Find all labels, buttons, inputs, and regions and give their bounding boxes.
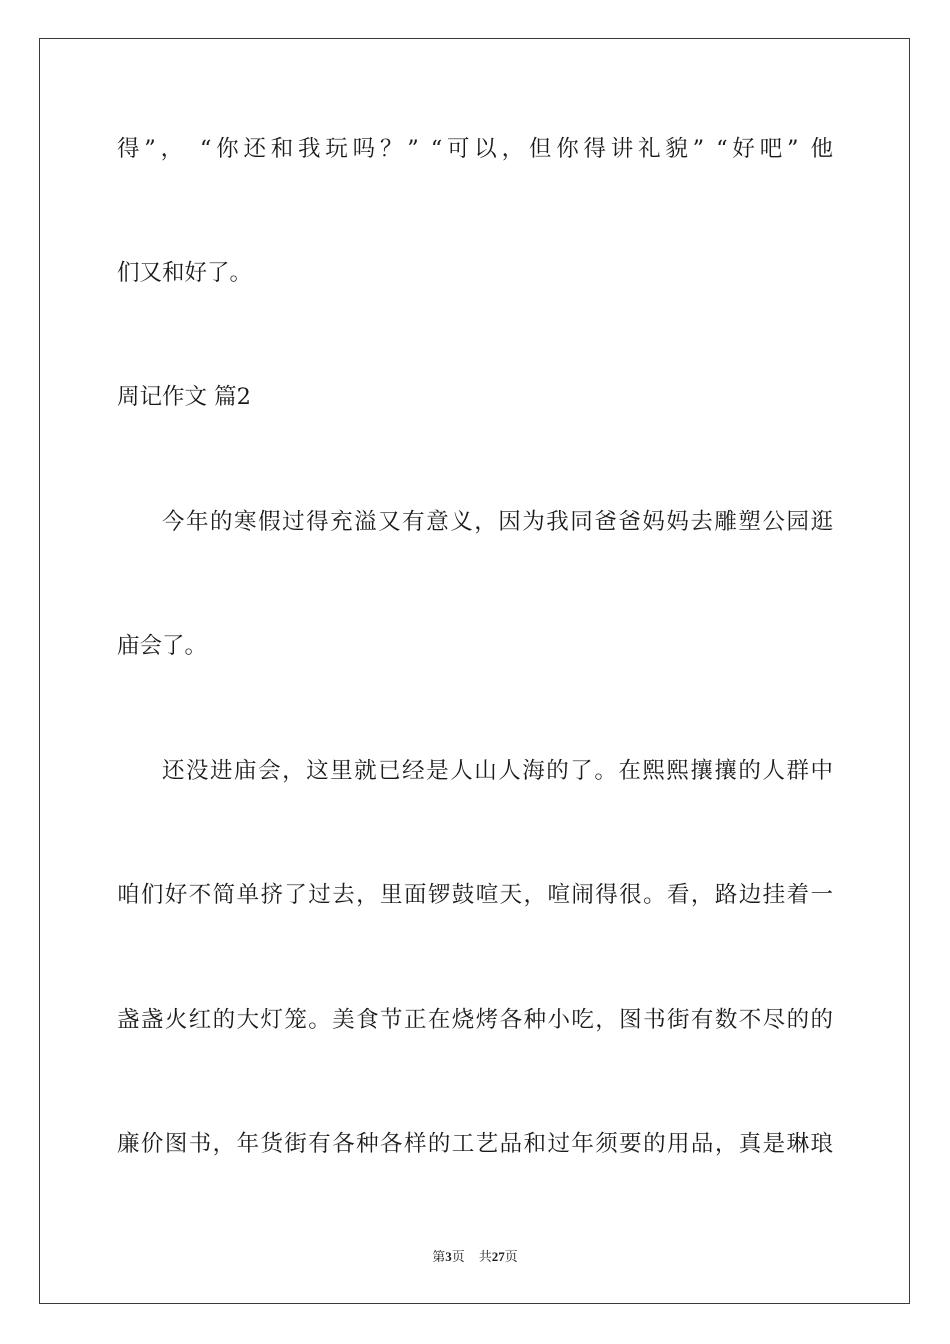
body-line-1: 得”， “你还和我玩吗？” “可以，但你得讲礼貌” “好吧” 他 [117,136,833,162]
paragraph-1-line-2: 庙会了。 [117,633,208,659]
footer-total-prefix: 共 [478,1250,492,1265]
footer-page-number: 3 [445,1249,452,1264]
footer-page-prefix: 第 [432,1250,446,1265]
paragraph-2-line-1: 还没进庙会，这里就已经是人山人海的了。在熙熙攘攘的人群中 [162,758,833,784]
paragraph-2-line-2: 咱们好不简单挤了过去，里面锣鼓喧天，喧闹得很。看，路边挂着一 [117,882,833,908]
page-footer [0,1246,950,1265]
section-heading: 周记作文 篇2 [117,384,251,410]
page-border [39,38,910,1304]
footer-total-suffix: 页 [504,1250,518,1265]
footer-page-suffix: 页 [451,1250,465,1265]
paragraph-2-line-4: 廉价图书，年货街有各种各样的工艺品和过年须要的用品，真是琳琅 [117,1131,833,1157]
paragraph-2-line-3: 盏盏火红的大灯笼。美食节正在烧烤各种小吃，图书街有数不尽的的 [117,1007,833,1033]
paragraph-1-line-1: 今年的寒假过得充溢又有意义，因为我同爸爸妈妈去雕塑公园逛 [162,509,833,535]
footer-total-pages: 27 [491,1249,505,1264]
body-line-2: 们又和好了。 [117,260,253,286]
